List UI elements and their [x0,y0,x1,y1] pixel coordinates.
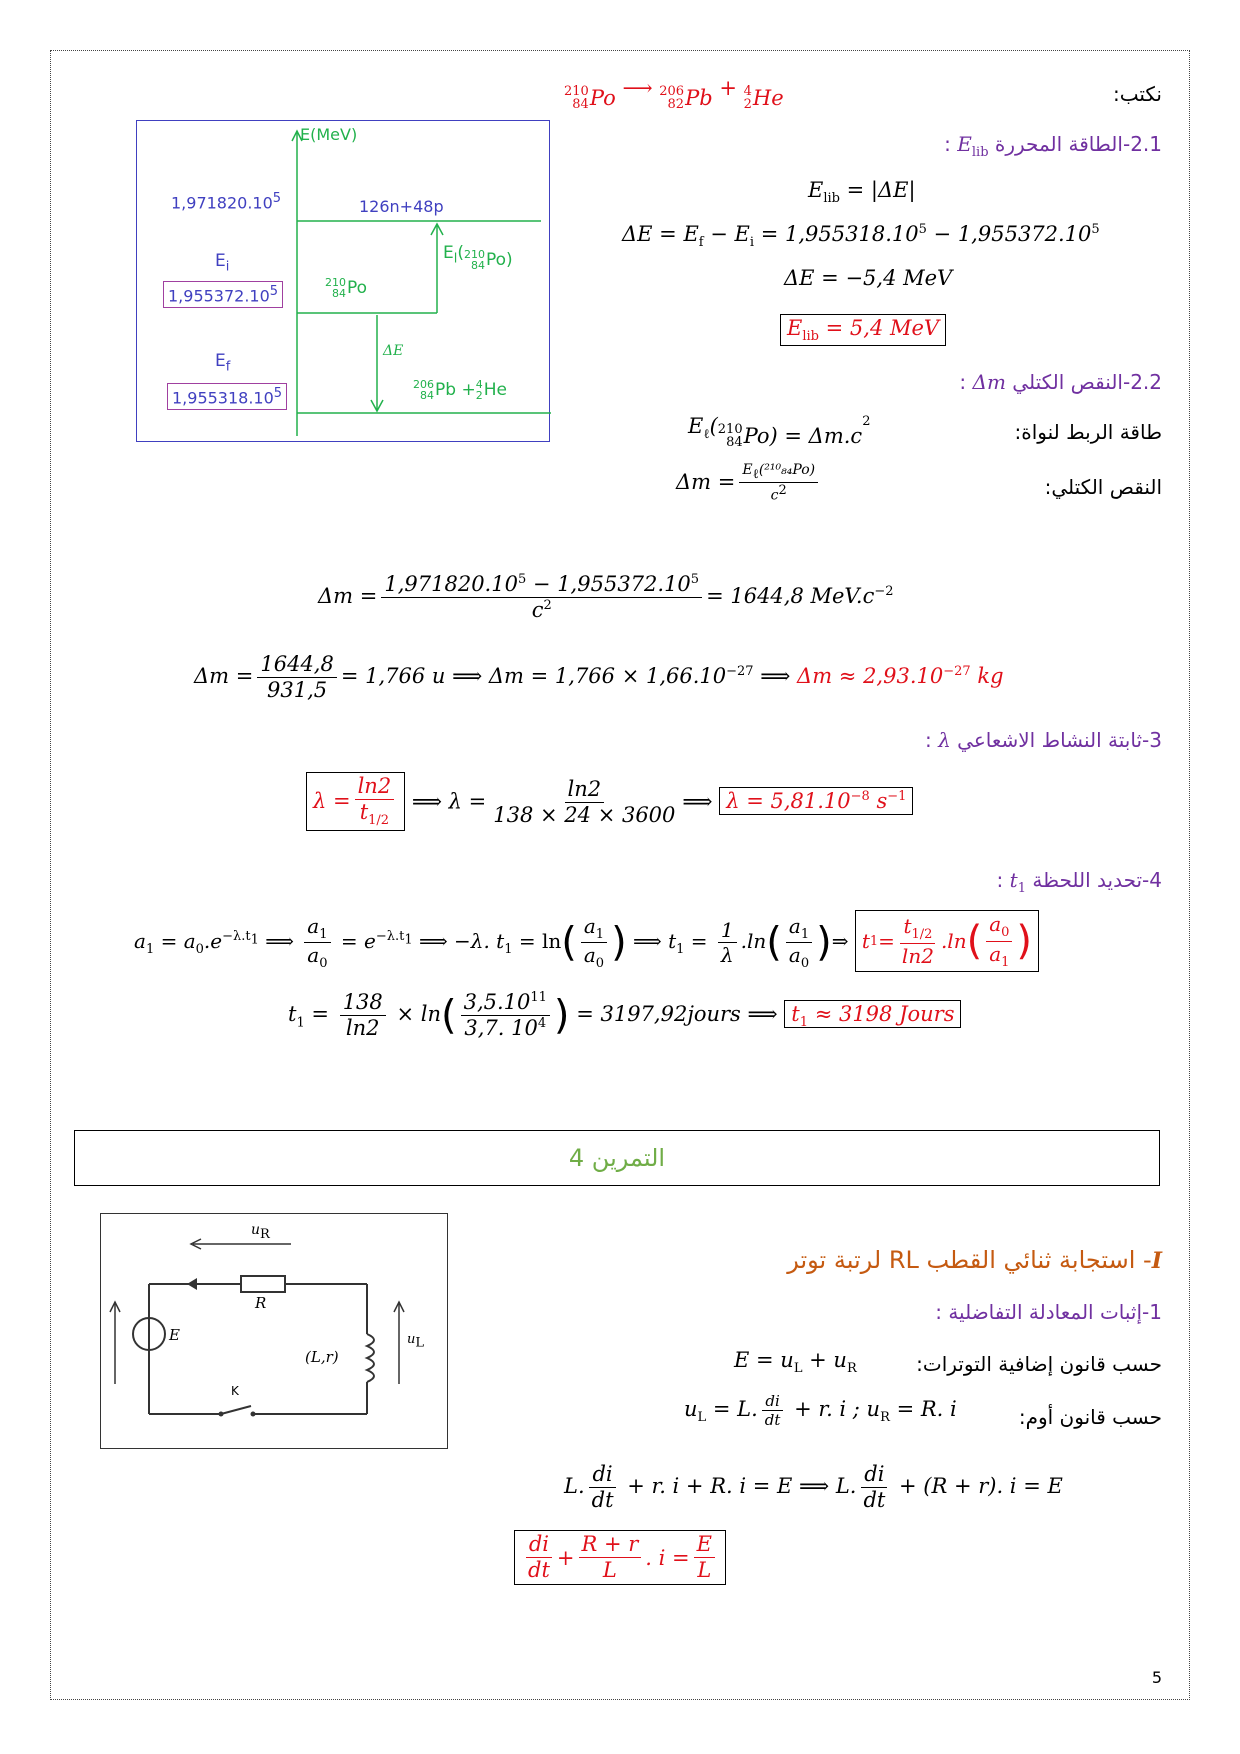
differential-equation-result: $\frac{di}{dt}$ + $\frac{R + r}{L}$ . i = $\frac{E}{L}$ [514,1530,726,1585]
voltage-addition-law: حسب قانون إضافية التوترات: [916,1352,1162,1376]
voltage-addition-equation: $E = u_L + u_R$ [734,1348,857,1377]
switch-label: K [231,1384,239,1398]
ei-label: $E_i$ [215,251,230,275]
elib-result: $E_{lib} = 5,4$ MeV [780,314,946,346]
section-4-title: 4-تحديد اللحظة $t_1$ : [996,868,1162,896]
ohm-law-equation: $u_L = L$. $\frac{di}{dt}$ + r. i ; $u_R = R$. i [684,1392,957,1429]
ur-label: $u_R$ [251,1222,270,1242]
ef-value-box: 1,955318.10$^5$ [167,383,287,410]
binding-energy-label: $E_l$( 210 84 Po) [443,243,513,272]
mass-defect-formula: Δm = $\frac{E_\ell(^{210}_{84}Po)}{c^2}$ [676,462,822,505]
ul-label: $u_L$ [407,1332,425,1351]
decay-equation: 210 84 Po ⟶ 206 82 Pb + 4 2 He [564,76,784,112]
energy-axis-label: E(MeV) [300,125,358,144]
t1-derivation: $a_1 = a_0.e^{-\lambda.t_1}$ ⟹ $\frac{a_1}{a_0}$ = $e^{-\lambda.t_1}$ ⟹ −λ. $t_1 = \ln$( $\frac{a_1}{a_0}$ ) ⟹ $t_1$ = $\frac{1}{\lambda}$ .ln( $\frac{a_1}{a_0}$ )⇒ t 1 = $\frac{t_{1/2}}{\ln 2}$ .ln ( $\frac{a_0}{a_1}$ ) [134,910,1039,972]
section-3-title: 3-ثابتة النشاط الاشعاعي λ : [925,728,1162,752]
products-level-label: 206 84 Pb + 4 2 He [413,378,507,402]
energy-diagram [136,120,550,442]
rl-circuit-diagram [100,1213,448,1449]
po-level-label: 210 84 Po [325,276,368,300]
exercise-4-title: التمرين 4 [568,1144,666,1172]
ohm-law: حسب قانون أوم: [1018,1405,1162,1429]
circuit-wires [101,1214,449,1450]
diff-eq-subtitle: 1-إثبات المعادلة التفاضلية : [935,1300,1162,1324]
binding-energy-text: طاقة الربط لنواة: [1014,420,1162,444]
write-label: نكتب: [1112,82,1162,106]
section-2-1-title: 2.1-الطاقة المحررة $E_{lib}$ : [944,132,1162,160]
ei-value-box: 1,955372.10$^5$ [163,281,283,308]
lambda-equation: λ = $\frac{\ln 2}{t_{1/2}}$ ⟹ λ = $\frac{\ln 2}{138 \times 24 \times 3600}$ ⟹ $\lambda = 5,81.10^{-8}$ $s^{-1}$ [306,772,913,831]
resistor-label: R [255,1294,267,1312]
inductor-label: (L,r) [305,1348,339,1366]
t1-calculation: $t_1$ = $\frac{138}{\ln 2}$ × ln( $\frac{3,5.10^{11}}{3,7. 10^4}$ ) = 3197,92jours ⟹ $t_1 \approx 3198$ Jours [288,990,961,1041]
page-number: 5 [1151,1668,1162,1687]
part-i-title: I- استجابة ثنائي القطب RL لرتبة توتر [787,1246,1162,1274]
elib-definition: $E_{lib} = |\Delta E|$ [808,178,916,207]
delta-e-value: ΔE = −5,4 MeV [784,266,953,290]
exercise-4-header [74,1130,1160,1186]
generator-label: E [169,1326,180,1344]
mass-defect-text: النقص الكتلي: [1044,475,1162,499]
mass-defect-calc-2: Δm = $\frac{1644,8}{931,5}$ = 1,766 u ⟹ $\Delta m = 1,766 \times 1,66.10^{-27}$ ⟹ $\Delta m \approx 2,93.10^{-27}$ kg [194,652,1004,703]
binding-energy-equation: $E_\ell$( 210 84 Po) = Δm.c $^2$ [688,414,871,450]
mass-defect-calc-1: Δm = $\frac{1,971820.10^5 - 1,955372.10^5}{c^2}$ = 1644,8 $MeV.c^{-2}$ [318,572,894,623]
delta-e-equation: $\Delta E = E_f - E_i = 1,955318.10^5 - 1,955372.10^5$ [622,222,1100,251]
ef-label: $E_f$ [215,351,231,375]
level-top-value: 1,971820.10$^5$ [171,191,282,213]
delta-e-label: ΔE [383,343,404,359]
level-top-label: 126n+48p [359,197,444,216]
section-2-2-title: 2.2-النقص الكتلي Δm : [959,370,1162,394]
circuit-equation: L. $\frac{di}{dt}$ + r. i + R. i = E ⟹ L. $\frac{di}{dt}$ + (R + r). i = E [564,1462,1063,1513]
